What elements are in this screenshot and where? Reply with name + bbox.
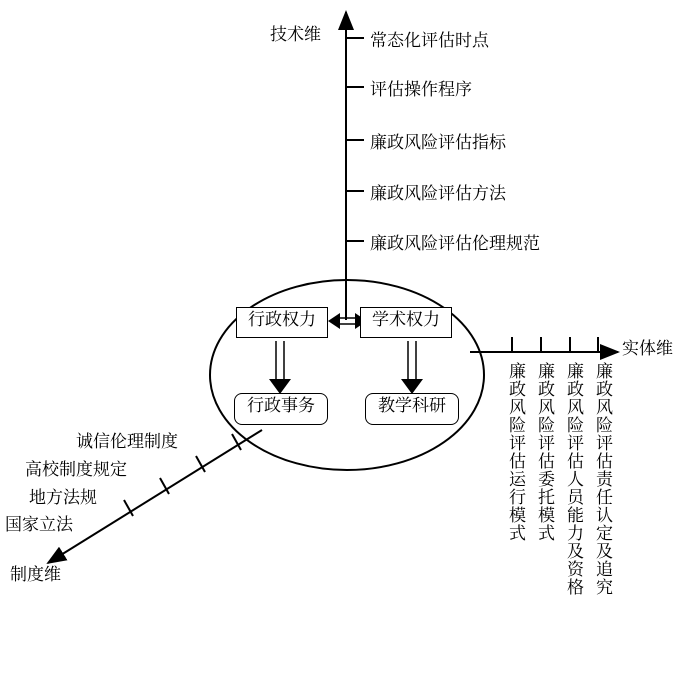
institution-item-4: 国家立法 [5,515,73,535]
axis-label-institution: 制度维 [10,565,61,585]
technical-item-1: 常态化评估时点 [370,31,489,51]
box-teaching-research[interactable]: 教学科研 [365,393,459,425]
box-administrative-power[interactable]: 行政权力 [236,307,328,338]
entity-item-1: 廉政风险评估运行模式 [505,362,525,542]
box-administrative-affairs[interactable]: 行政事务 [234,393,328,425]
horizontal-axis [470,337,618,352]
technical-item-5: 廉政风险评估伦理规范 [370,234,540,254]
institution-item-3: 地方法规 [29,488,97,508]
vertical-axis [346,12,364,320]
entity-item-2: 廉政风险评估委托模式 [534,362,554,542]
axis-label-technical: 技术维 [270,25,321,45]
institution-item-1: 诚信伦理制度 [76,432,178,452]
entity-item-4: 廉政风险评估责任认定及追究 [592,362,612,596]
box-academic-power[interactable]: 学术权力 [360,307,452,338]
technical-item-2: 评估操作程序 [370,80,472,100]
admin-flow-arrow [269,341,291,394]
academic-flow-arrow [401,341,423,394]
axis-label-entity: 实体维 [622,339,673,359]
technical-item-4: 廉政风险评估方法 [370,184,506,204]
entity-item-3: 廉政风险评估人员能力及资格 [563,362,583,596]
institution-item-2: 高校制度规定 [25,460,127,480]
technical-item-3: 廉政风险评估指标 [370,133,506,153]
